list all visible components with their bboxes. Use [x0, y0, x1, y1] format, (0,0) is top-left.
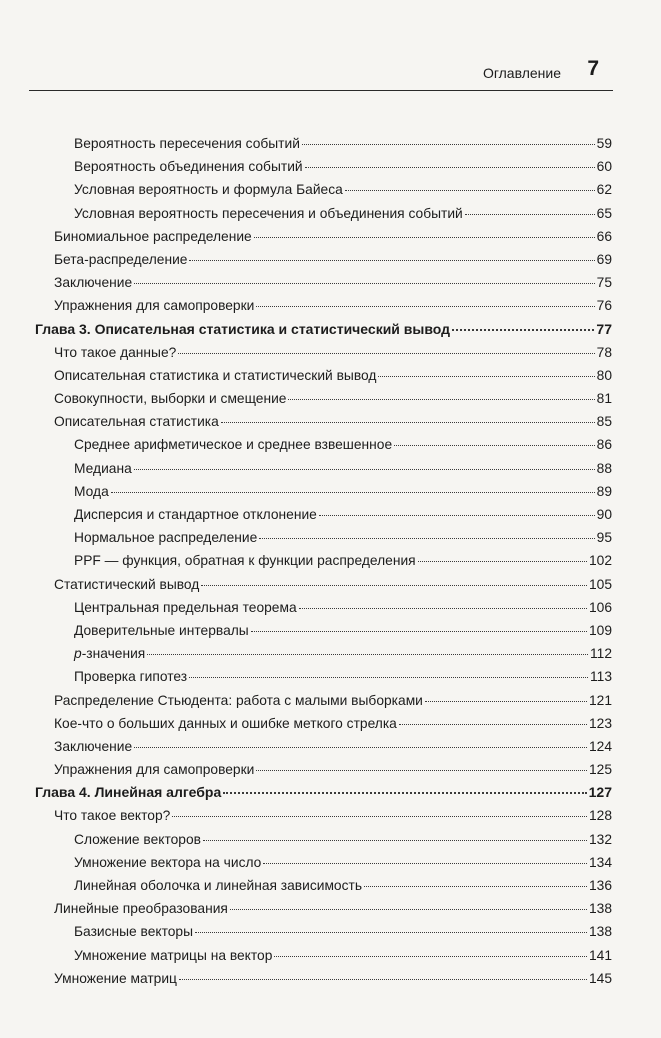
- toc-entry-title: Совокупности, выборки и смещение: [54, 391, 287, 407]
- toc-entry-page: 76: [596, 298, 612, 314]
- toc-entry: [74, 920, 612, 943]
- toc-entry: [54, 248, 612, 271]
- dot-leader: [288, 399, 594, 400]
- dot-leader: [221, 422, 595, 423]
- toc-entry-page: 105: [588, 576, 612, 592]
- toc-entry: [74, 526, 612, 549]
- toc-entry-page: 121: [588, 692, 612, 708]
- dot-leader: [274, 956, 587, 957]
- toc-entry-title: Заключение: [54, 275, 133, 291]
- toc-entry: [74, 549, 612, 572]
- toc-entry: [74, 132, 612, 155]
- toc-entry-page: 66: [596, 228, 612, 244]
- toc-entry-title: Статистический вывод: [54, 576, 200, 592]
- toc-entry-title: Бета-распределение: [54, 251, 188, 267]
- toc-entry-page: 95: [596, 530, 612, 546]
- toc-entry-title: Нормальное распределение: [74, 530, 258, 546]
- toc-entry-page: 134: [588, 854, 612, 870]
- toc-entry-title: Среднее арифметическое и среднее взвешенное: [74, 437, 393, 453]
- toc-entry-page: 85: [596, 414, 612, 430]
- toc-entry-title-text: -значения: [81, 646, 146, 662]
- toc-entry: [54, 341, 612, 364]
- dot-leader: [364, 886, 587, 887]
- toc-entry: [74, 828, 612, 851]
- toc-entry-title: Глава 3. Описательная статистика и статистический вывод: [35, 320, 451, 337]
- toc-entry-title: Умножение матрицы на вектор: [74, 947, 273, 963]
- dot-leader: [418, 561, 587, 562]
- toc-entry-page: 145: [588, 970, 612, 986]
- toc-entry: [74, 433, 612, 456]
- toc-entry-title: Глава 4. Линейная алгебра: [35, 784, 222, 801]
- toc-chapter-entry: [35, 318, 612, 341]
- toc-entry-title: Умножение вектора на число: [74, 854, 262, 870]
- header-title: Оглавление: [482, 65, 561, 81]
- toc-entry-page: 109: [588, 622, 612, 638]
- dot-leader: [452, 329, 594, 331]
- toc-entry-title: PPF — функция, обратная к функции распределения: [74, 553, 416, 569]
- dot-leader: [263, 863, 587, 864]
- dot-leader: [223, 792, 586, 794]
- toc-entry: [74, 642, 612, 665]
- table-of-contents: [35, 132, 612, 990]
- toc-entry: [54, 573, 612, 596]
- dot-leader: [378, 376, 594, 377]
- toc-entry-title: Базисные векторы: [74, 924, 194, 940]
- toc-entry: [54, 689, 612, 712]
- toc-entry: [54, 735, 612, 758]
- toc-entry-page: 90: [596, 507, 612, 522]
- toc-entry-title: Проверка гипотез: [74, 669, 188, 685]
- toc-entry-page: 132: [588, 831, 612, 847]
- toc-entry: [74, 480, 612, 503]
- dot-leader: [254, 237, 595, 238]
- toc-chapter-entry: [35, 781, 612, 804]
- toc-entry: [74, 457, 612, 480]
- toc-entry-title: Упражнения для самопроверки: [54, 298, 255, 314]
- toc-entry-page: 138: [588, 901, 612, 917]
- toc-entry: [54, 294, 612, 317]
- toc-entry-title: Что такое вектор?: [54, 808, 171, 824]
- dot-leader: [305, 167, 595, 168]
- dot-leader: [189, 677, 588, 678]
- toc-entry: [74, 503, 612, 526]
- toc-entry: [54, 364, 612, 387]
- toc-entry: [54, 967, 612, 990]
- toc-entry-page: 60: [596, 159, 612, 175]
- dot-leader: [394, 445, 595, 446]
- dot-leader: [299, 608, 587, 609]
- toc-entry-title: Линейная оболочка и линейная зависимость: [74, 878, 363, 893]
- toc-entry-title: Условная вероятность пересечения и объединения событий: [74, 205, 463, 221]
- dot-leader: [345, 190, 595, 191]
- toc-entry-page: 62: [596, 182, 612, 198]
- toc-entry-title: Сложение векторов: [74, 831, 201, 847]
- toc-entry-page: 65: [596, 205, 612, 221]
- toc-entry-title: Что такое данные?: [54, 344, 177, 360]
- toc-entry-title: Распределение Стьюдента: работа с малыми выборками: [54, 692, 423, 708]
- toc-entry-title: Вероятность объединения событий: [74, 159, 303, 175]
- toc-entry-title: Условная вероятность и формула Байеса: [74, 182, 343, 198]
- toc-entry: [74, 202, 612, 225]
- toc-entry-page: 113: [590, 669, 612, 685]
- toc-entry: [74, 874, 612, 897]
- toc-entry-title: Заключение: [54, 738, 133, 754]
- dot-leader: [134, 469, 595, 470]
- dot-leader: [111, 492, 595, 493]
- dot-leader: [425, 701, 587, 702]
- toc-entry-page: 88: [596, 460, 612, 476]
- toc-entry: [54, 804, 612, 827]
- toc-entry-page: 81: [596, 391, 612, 407]
- dot-leader: [179, 979, 587, 980]
- toc-entry-page: 112: [590, 646, 612, 662]
- toc-entry: [54, 410, 612, 433]
- toc-entry: [74, 155, 612, 178]
- toc-entry-title: Описательная статистика: [54, 414, 219, 430]
- dot-leader: [319, 515, 595, 516]
- toc-entry-title: [74, 642, 145, 665]
- toc-entry-title: Линейные преобразования: [54, 901, 228, 917]
- toc-entry: [54, 712, 612, 735]
- toc-entry-page: 128: [588, 808, 612, 824]
- toc-entry: [54, 387, 612, 410]
- toc-entry-page: 141: [588, 947, 612, 963]
- toc-entry: [74, 851, 612, 874]
- toc-entry-title: Доверительные интервалы: [74, 622, 249, 638]
- toc-entry-page: 136: [588, 878, 612, 893]
- toc-entry-page: 78: [596, 344, 612, 360]
- toc-entry-page: 75: [596, 275, 612, 291]
- toc-entry-title: Кое-что о больших данных и ошибке меткого стрелка: [54, 715, 397, 731]
- toc-entry: [54, 897, 612, 920]
- dot-leader: [302, 144, 595, 145]
- dot-leader: [178, 353, 594, 354]
- toc-entry-page: 127: [588, 784, 612, 801]
- toc-entry: [54, 271, 612, 294]
- toc-entry-page: 106: [588, 599, 612, 615]
- dot-leader: [134, 283, 594, 284]
- toc-entry-page: 123: [588, 715, 612, 731]
- toc-entry-title-italic: p: [74, 646, 82, 662]
- toc-entry-title: Мода: [74, 483, 109, 499]
- toc-entry-title: Дисперсия и стандартное отклонение: [74, 507, 317, 522]
- dot-leader: [172, 816, 587, 817]
- dot-leader: [465, 214, 595, 215]
- dot-leader: [256, 306, 594, 307]
- dot-leader: [147, 654, 588, 655]
- toc-entry-title: Биномиальное распределение: [54, 228, 252, 244]
- page-number: 7: [587, 57, 599, 80]
- toc-entry-page: 77: [596, 320, 612, 337]
- toc-entry-title: Медиана: [74, 460, 132, 476]
- toc-entry-page: 59: [596, 136, 612, 151]
- dot-leader: [399, 724, 587, 725]
- toc-entry-page: 124: [588, 738, 612, 754]
- dot-leader: [201, 585, 587, 586]
- dot-leader: [195, 932, 587, 933]
- dot-leader: [259, 538, 594, 539]
- dot-leader: [203, 840, 587, 841]
- toc-entry: [74, 596, 612, 619]
- toc-entry: [74, 619, 612, 642]
- toc-entry-page: 80: [596, 367, 612, 383]
- toc-entry: [74, 178, 612, 201]
- toc-entry-title: Умножение матриц: [54, 970, 177, 986]
- dot-leader: [251, 631, 587, 632]
- dot-leader: [134, 747, 587, 748]
- dot-leader: [256, 770, 587, 771]
- toc-entry-page: 86: [596, 437, 612, 453]
- toc-entry: [74, 665, 612, 688]
- dot-leader: [189, 260, 594, 261]
- toc-entry-title: Центральная предельная теорема: [74, 599, 297, 615]
- toc-entry-page: 125: [588, 762, 612, 778]
- toc-entry: [74, 944, 612, 967]
- toc-entry: [54, 758, 612, 781]
- toc-entry-page: 89: [596, 483, 612, 499]
- toc-entry-title: Описательная статистика и статистический вывод: [54, 367, 377, 383]
- dot-leader: [230, 909, 587, 910]
- toc-entry-page: 69: [596, 251, 612, 267]
- toc-entry: [54, 225, 612, 248]
- toc-entry-page: 138: [588, 924, 612, 940]
- toc-entry-page: 102: [588, 553, 612, 569]
- running-header: [29, 58, 613, 91]
- toc-entry-title: Упражнения для самопроверки: [54, 762, 255, 778]
- toc-entry-title: Вероятность пересечения событий: [74, 136, 300, 151]
